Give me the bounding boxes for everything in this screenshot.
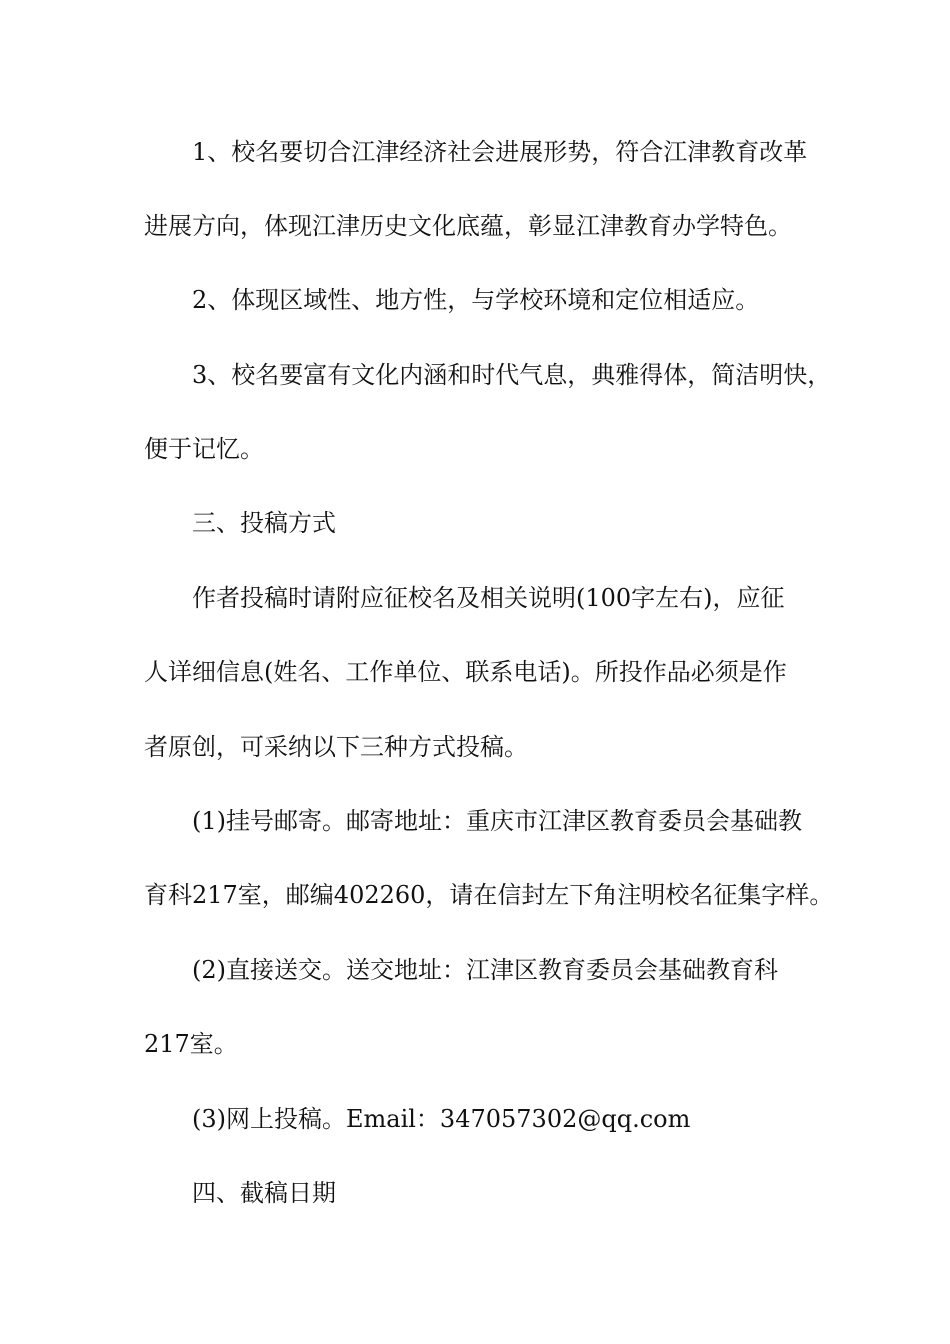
submission-paragraph-line-2: 人详细信息(姓名、工作单位、联系电话)。所投作品必须是作 [144, 658, 787, 686]
method-1-line-2: 育科217室，邮编402260，请在信封左下角注明校名征集字样。 [144, 881, 834, 909]
criterion-1-line-2: 进展方向，体现江津历史文化底蕴，彰显江津教育办学特色。 [144, 212, 792, 240]
criterion-2: 2、体现区域性、地方性，与学校环境和定位相适应。 [192, 286, 760, 314]
section-heading-submission: 三、投稿方式 [192, 509, 336, 537]
criterion-3-line-1: 3、校名要富有文化内涵和时代气息，典雅得体，简洁明快， [192, 361, 832, 389]
method-2-line-2: 217室。 [144, 1030, 238, 1058]
submission-paragraph-line-1: 作者投稿时请附应征校名及相关说明(100字左右)，应征 [192, 584, 785, 612]
criterion-3-line-2: 便于记忆。 [144, 435, 264, 463]
submission-paragraph-line-3: 者原创，可采纳以下三种方式投稿。 [144, 733, 528, 761]
method-3: (3)网上投稿。Email：347057302@qq.com [192, 1105, 691, 1133]
method-1-line-1: (1)挂号邮寄。邮寄地址：重庆市江津区教育委员会基础教 [192, 807, 802, 835]
method-2-line-1: (2)直接送交。送交地址：江津区教育委员会基础教育科 [192, 956, 778, 984]
criterion-1-line-1: 1、校名要切合江津经济社会进展形势，符合江津教育改革 [192, 138, 808, 166]
section-heading-deadline: 四、截稿日期 [192, 1179, 336, 1207]
